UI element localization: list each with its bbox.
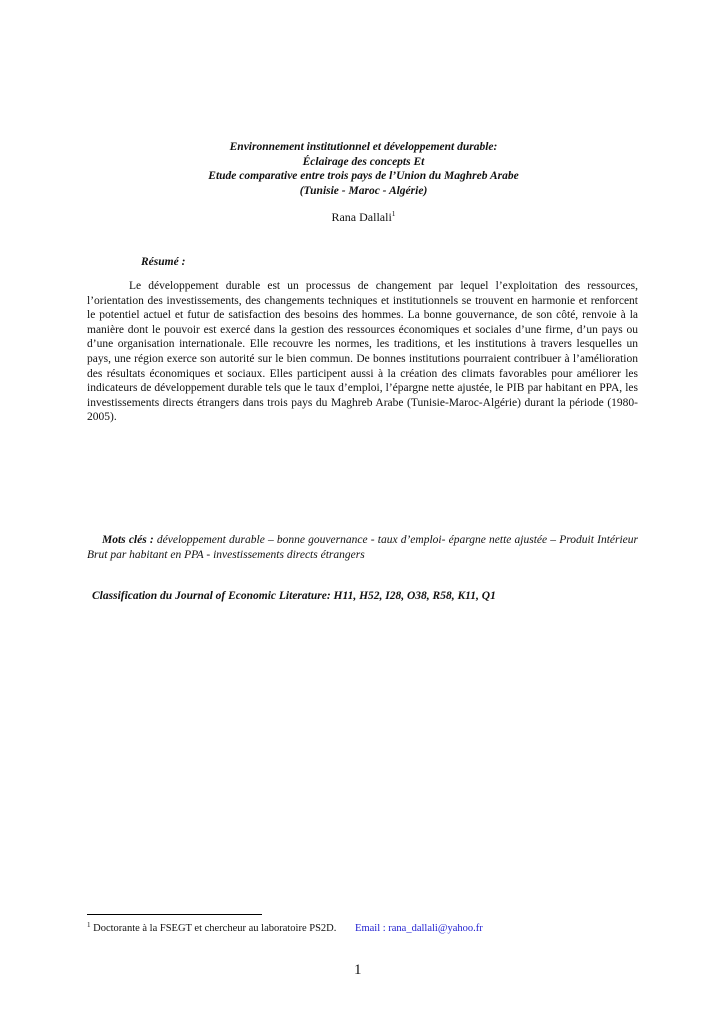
title-line: Environnement institutionnel et développement durable:	[229, 141, 498, 153]
keywords-text: développement durable – bonne gouvernance - taux d’emploi- épargne nette ajustée – Produit Intérieur Brut par habitant en PPA - investissements directs étrangers	[87, 534, 638, 561]
footnote-separator	[87, 914, 262, 915]
abstract-text: Le développement durable est un processus de changement par lequel l’exploitation des ressources, l’orientation des investissements, des changements techniques et institutionnels se trouvent en harmonie et renforcent le potentiel actuel et futur de satisfaction des besoins des hommes. La bonne gouvernance, de son côté, renvoie à la manière dont le pouvoir est exercé dans la gestion des ressources économiques et sociales d’une firme, d’un pays ou d’une organisation internationale. Elle recouvre les normes, les traditions, et les institutions à travers lesquelles un pays, une région exerce son autorité sur le bien commun. De bonnes institutions pourraient contribuer à l’amélioration des résultats économiques et sociaux. Elles participent aussi à la création des climats favorables pour améliorer les indicateurs de développement durable tels que le taux d’emploi, l’épargne nette ajustée, le PIB par habitant en PPA, les investissements directs étrangers dans trois pays du Maghreb Arabe (Tunisie-Maroc-Algérie) durant la période (1980-2005).	[87, 280, 638, 424]
footnote	[87, 923, 483, 934]
footnote-text: Doctorante à la FSEGT et chercheur au laboratoire PS2D.	[93, 923, 337, 934]
jel-classification: Classification du Journal of Economic Literature: H11, H52, I28, O38, R58, K11, Q1	[92, 590, 496, 602]
keywords-paragraph	[87, 533, 638, 562]
author-line	[87, 210, 640, 225]
author-footnote-ref: 1	[391, 209, 396, 218]
paper-title	[87, 140, 640, 198]
author-name: Rana Dallali	[331, 210, 392, 224]
title-line: Etude comparative entre trois pays de l’Union du Maghreb Arabe	[208, 170, 519, 182]
abstract-heading: Résumé :	[141, 256, 186, 268]
keywords-label: Mots clés :	[102, 534, 154, 546]
email-link[interactable]: Email : rana_dallali@yahoo.fr	[355, 923, 483, 934]
footnote-number: 1	[87, 921, 91, 929]
title-line: (Tunisie - Maroc - Algérie)	[299, 184, 428, 197]
page-number: 1	[354, 962, 362, 978]
title-line: Éclairage des concepts Et	[302, 155, 425, 168]
